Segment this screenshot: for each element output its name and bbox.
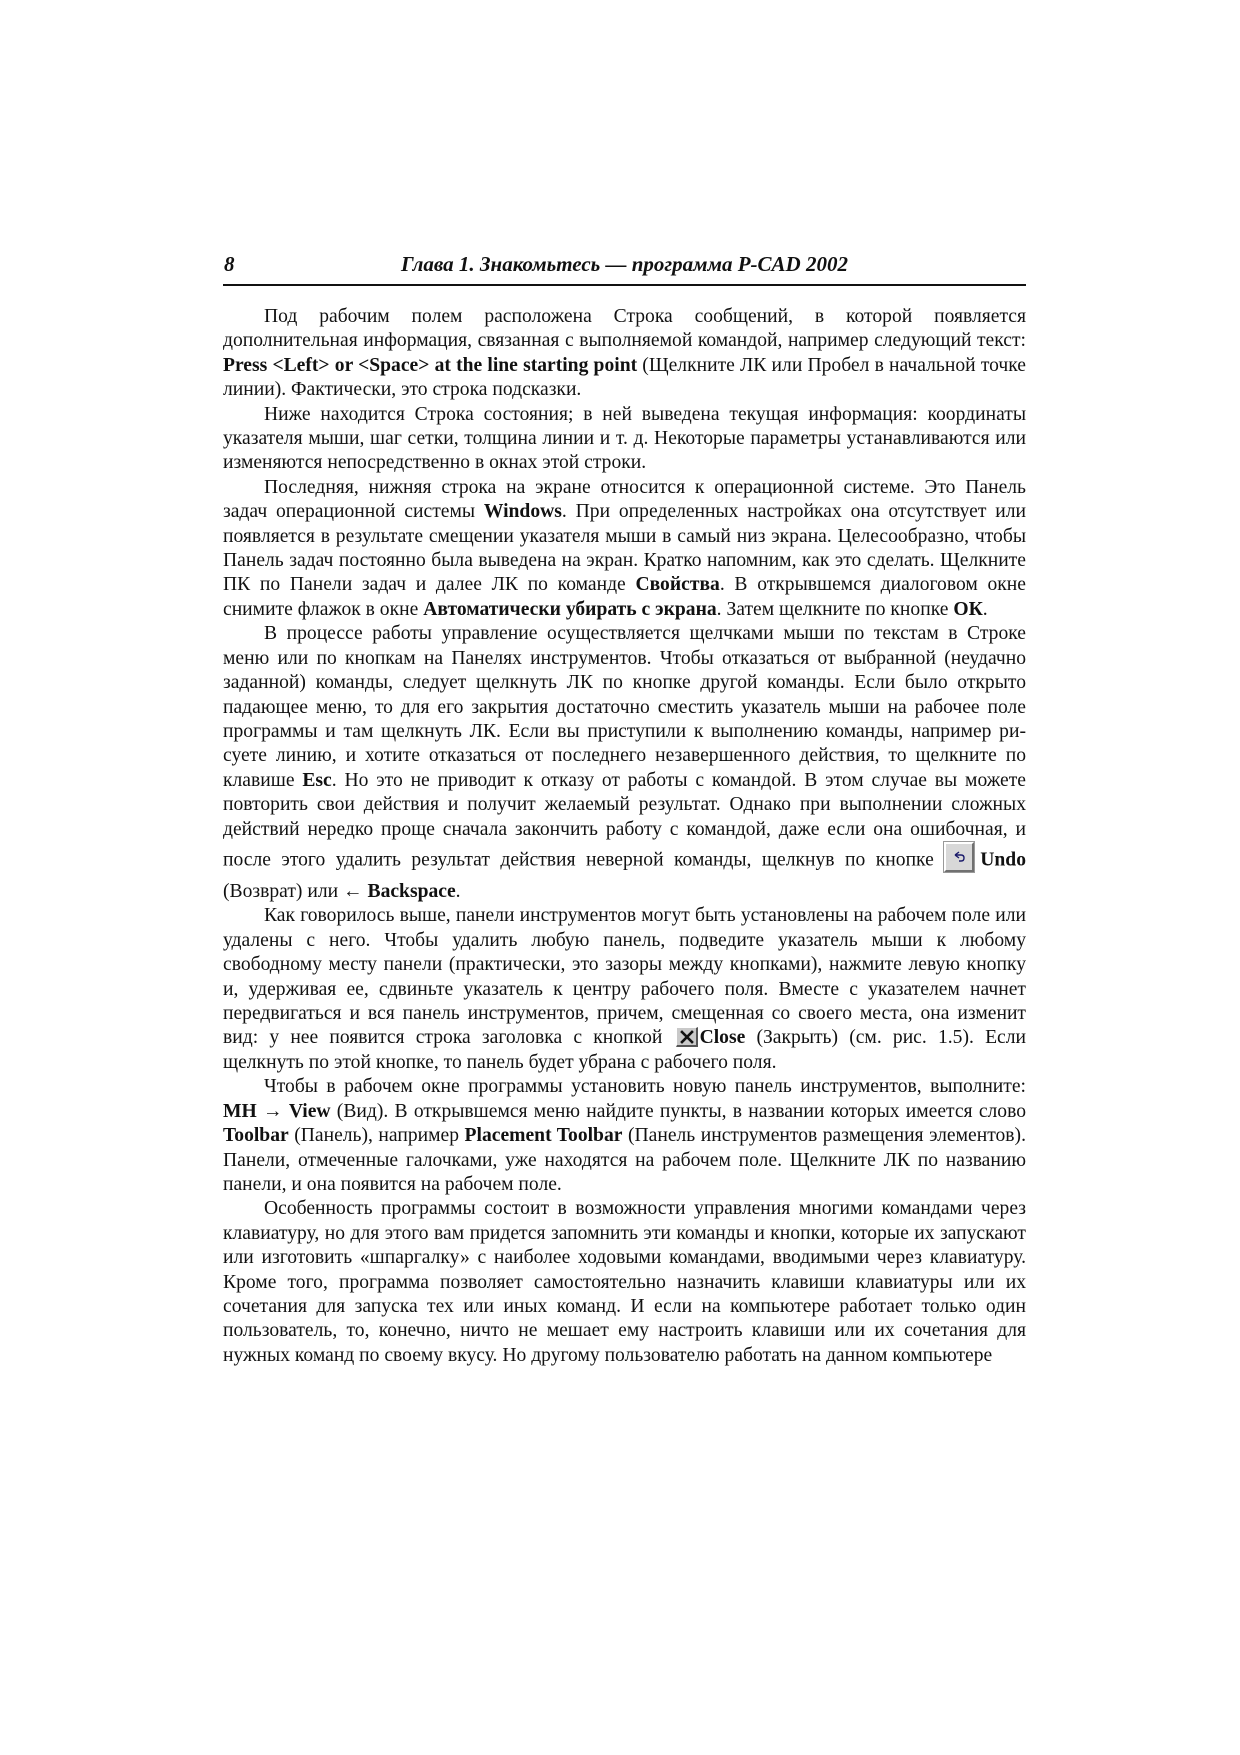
chapter-title: Глава 1. Знакомьтесь — программа P-CAD 2002 xyxy=(401,252,848,276)
term-placement-toolbar: Placement Toolbar xyxy=(464,1125,623,1147)
text: (Закрыть) (см. рис. 1.5). Если щелкнуть по этой кнопке, то панель будет убрана с рабочего поля. xyxy=(223,1027,1026,1073)
paragraph-1 xyxy=(223,305,1026,403)
term-toolbar: Toolbar xyxy=(223,1125,289,1147)
text: → xyxy=(256,1100,289,1122)
paragraph-7 xyxy=(223,1197,1026,1368)
term-windows: Windows xyxy=(483,501,562,523)
term-autohide: Автоматически убирать с экрана xyxy=(423,598,717,620)
text: Последняя, нижняя строка на экране относится к операционной системе. Это Панель задач операционной системы xyxy=(223,476,1026,523)
term-close: Close xyxy=(699,1027,746,1049)
paragraph-6 xyxy=(223,1075,1026,1197)
term-undo: Undo xyxy=(980,849,1026,871)
text: . Но это не приводит к отказу от работы с командой. В этом случае вы можете повторить свои действия и получит желаемый результат. Однако при выполнении сложных действий нередко проще сначала закончить работу с командой, даже если она ошибочная, и после этого удалить результат действия неверной команды, щелкнув по кнопке xyxy=(223,769,1026,871)
term-properties: Свойства xyxy=(635,574,720,596)
text: . xyxy=(982,598,988,620)
term-view: View xyxy=(288,1100,331,1122)
text: В процессе работы управление осуществляется щелчками мыши по текстам в Строке меню или по кнопкам на Панелях инструментов. Чтобы отказаться от выбранной (неудачно заданной) команды, следует щелкнуть ЛК по кнопке другой команды. Если было открыто падающее меню, то для его закрытия достаточно сместить указатель мыши на рабочее поле программы и там щелкнуть ЛК. Если вы приступили к выполнению команды, например рисуете линию, и хотите отказаться от последнего незавершенного действия, то щелкните по клавише xyxy=(223,623,1026,791)
text: (Вид). В открывшемся меню найдите пункты, в названии которых имеется слово xyxy=(330,1100,1027,1122)
close-icon xyxy=(676,1027,698,1047)
text: (Панель), например xyxy=(288,1125,465,1147)
running-header xyxy=(223,250,1026,286)
text: (Панель инструментов размещения элементов). Панели, отмеченные галочками, уже находятся на рабочем поле. Щелкните ЛК по названию панели, и она появится на рабочем поле. xyxy=(223,1125,1026,1195)
term-main-menu: МН xyxy=(223,1100,257,1122)
text: Как говорилось выше, панели инструментов могут быть установлены на рабочем поле или удалены с него. Чтобы удалить любую панель, подведите указатель мыши к любому свободному месту панели (практически, это зазоры между кнопками), нажмите левую кнопку и, удерживая ее, сдвиньте указатель к центру рабочего поля. Вместе с указателем начнет передвигаться и вся панель инструментов, причем, смещенная со своего места, она изменит вид: у нее появится строка заголовка с кнопкой xyxy=(223,905,1026,1049)
paragraph-4 xyxy=(223,622,1026,904)
key-esc: Esc xyxy=(302,769,332,791)
key-backspace: Backspace xyxy=(367,880,456,902)
body-text xyxy=(223,305,1026,1368)
paragraph-3 xyxy=(223,476,1026,622)
paragraph-5 xyxy=(223,904,1026,1075)
text: Под рабочим полем расположена Строка сообщений, в которой появляется дополнительная информация, связанная с выполняемой командой, например следующий текст: xyxy=(223,306,1026,352)
text: Чтобы в рабочем окне программы установить новую панель инструментов, выполните: xyxy=(264,1076,1026,1098)
prompt-text: Press <Left> or <Space> at the line starting point xyxy=(223,354,638,376)
text: . xyxy=(455,880,461,902)
text: Ниже находится Строка состояния; в ней выведена текущая информация: координаты указателя мыши, шаг сетки, толщина линии и т. д. Некоторые параметры устанавливаются или изменяются непосредственно в окнах этой строки. xyxy=(223,403,1026,474)
term-ok: ОК xyxy=(953,598,983,620)
text: Особенность программы состоит в возможности управления многими командами через клавиатуру, но для этого вам придется запомнить эти команды и кнопки, которые их запускают или изготовить «шпаргалку» с наиболее ходовыми командами, вводимыми через клавиатуру. Кроме того, программа позволяет самостоятельно назначить клавиши клавиатуры или их сочетания для запуска тех или иных команд. И если на компьютере работает только один пользователь, то, конечно, ничто не мешает ему настроить клавиши или их сочетания для нужных команд по своему вкусу. Но другому пользователю работать на данном компьютере xyxy=(223,1198,1026,1366)
text: . При определенных настройках она отсутствует или появляется в результате смещении указателя мыши в самый низ экрана. Целесообразно, чтобы Панель задач постоянно была выведена на экран. Кратко напомним, как это сделать. Щелкните ПК по Панели задач и далее ЛК по команде xyxy=(223,501,1026,596)
text: (Возврат) или ← xyxy=(223,880,368,902)
page-number: 8 xyxy=(224,252,235,276)
text: . В открывшемся диалоговом окне снимите флажок в окне xyxy=(223,574,1026,620)
text: (Щелкните ЛК или Пробел в начальной точке линии). Фактически, это строка подсказки. xyxy=(223,354,1026,401)
undo-icon xyxy=(944,842,974,872)
text: . Затем щелкните по кнопке xyxy=(716,598,954,620)
paragraph-2 xyxy=(223,403,1026,476)
